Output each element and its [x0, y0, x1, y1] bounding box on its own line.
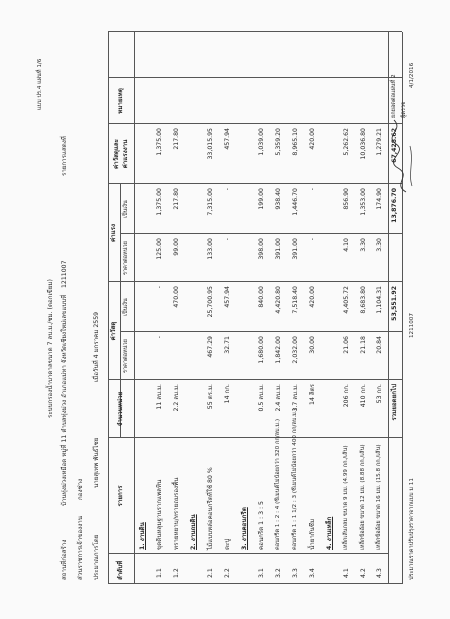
row-labor-unit: 133.00: [207, 238, 214, 260]
row-total: 217.80: [173, 128, 180, 150]
row-qty: 14 กก.: [224, 384, 231, 404]
place-label: สถานที่ก่อสร้าง: [61, 539, 68, 580]
row-item: 1. งานดิน: [139, 522, 146, 550]
row-no: 3.1: [258, 568, 265, 578]
row-labor-amount: 938.40: [275, 188, 282, 210]
row-no: 3.3: [292, 568, 299, 578]
date-value: เมื่อวันที่ 4 มกราคม 2559: [93, 311, 100, 382]
row-labor-unit: -: [224, 238, 231, 241]
col-material: ค่าวัสดุ: [110, 321, 117, 341]
row-labor-amount: 217.80: [173, 188, 180, 210]
col-item: รายการ: [117, 485, 124, 507]
estimate-label: รายการแสดงที่: [61, 136, 68, 176]
col-qty: จำนวนหน่วย: [117, 391, 124, 427]
row-no: 3.2: [275, 568, 282, 578]
row-material-amount: 840.00: [258, 286, 265, 308]
col-remark: หมายเหตุ: [117, 88, 124, 114]
col-no: ลำดับที่: [117, 560, 124, 580]
row-no: 1.1: [156, 568, 163, 578]
by-label: ประมาณการโดย: [93, 534, 100, 580]
row-qty: 2.2 ลบ.ม.: [173, 384, 180, 412]
row-item: 4. งานเหล็ก: [326, 516, 333, 550]
row-item: 2. งานถมดิน: [190, 514, 197, 550]
row-item: ตะปู: [224, 538, 231, 550]
row-total: 1,039.00: [258, 128, 265, 156]
summary-total: 67,428.62: [391, 128, 398, 163]
row-qty: 2.4 ลบ.ม.: [275, 384, 282, 412]
row-material-amount: 25,700.95: [207, 286, 214, 318]
row-material-unit: 20.84: [376, 336, 383, 354]
carried-forward-note: ยกยอดต่อแผ่นที่ 2: [391, 74, 397, 118]
col-material-unit: ราคาต่อหน่วย: [123, 339, 129, 373]
row-item: เหล็กเส้นกลม ขนาด 9 มม. (4.99 กก./เส้น): [343, 445, 349, 550]
col-labor-unit: ราคาต่อหน่วย: [123, 241, 129, 275]
row-no: 4.3: [376, 568, 383, 578]
row-total: 8,965.10: [292, 128, 299, 156]
col-labor: ค่าแรง: [110, 224, 117, 242]
row-labor-unit: 398.00: [258, 238, 265, 260]
row-labor-unit: 3.30: [360, 238, 367, 252]
unit-value: กองช่าง: [77, 478, 84, 500]
row-material-unit: 32.71: [224, 336, 231, 354]
row-qty: 410 กก.: [360, 384, 367, 408]
row-item: ทรายหยาบ/ทรายถมรองพื้น: [173, 477, 180, 550]
row-material-amount: 7,518.40: [292, 286, 299, 314]
row-material-unit: -: [156, 336, 163, 339]
col-total-line2: ค่าแรงงาน: [122, 139, 129, 169]
summary-labor: 13,876.70: [391, 188, 398, 223]
row-material-unit: 21.06: [343, 336, 350, 354]
row-item: คอนกรีต 1 : 1 1/2 : 3 (ซีเมนต์ไม่น้อยกว่า 400 กก/ลบ.ม.): [292, 408, 298, 550]
row-no: 3.4: [309, 568, 316, 578]
row-material-unit: 1,842.00: [275, 336, 282, 364]
row-labor-unit: 3.30: [376, 238, 383, 252]
row-material-unit: 21.18: [360, 336, 367, 354]
row-labor-unit: 391.00: [292, 238, 299, 260]
col-material-amount: เป็นเงิน: [123, 298, 129, 316]
row-labor-amount: 174.90: [376, 188, 383, 210]
row-material-unit: 30.00: [309, 336, 316, 354]
row-labor-amount: 7,315.00: [207, 188, 214, 216]
row-material-amount: 4,420.80: [275, 286, 282, 314]
row-labor-amount: -: [224, 188, 231, 191]
rotated-estimate-form: [30, 28, 420, 588]
row-qty: 55 ตร.ม.: [207, 384, 214, 410]
row-qty: 3.7 ลบ.ม.: [292, 384, 299, 412]
row-item: คอนกรีต 1 : 2 : 4 (ซีเมนต์ไม่น้อยกว่า 320 กก/ลบ.ม.): [275, 418, 281, 550]
unit-label: ส่วนราชการเจ้าของงาน: [77, 516, 84, 580]
row-labor-amount: 1,353.00: [360, 188, 367, 216]
signature-mark: [386, 116, 416, 196]
row-no: 2.1: [207, 568, 214, 578]
row-material-amount: -: [156, 286, 163, 289]
row-total: 10,036.80: [360, 128, 367, 160]
row-total: 420.00: [309, 128, 316, 150]
row-material-amount: 457.94: [224, 286, 231, 308]
row-labor-amount: -: [309, 188, 316, 191]
row-item: เหล็กข้ออ้อย ขนาด 12 มม. (8.88 กก./เส้น): [360, 444, 366, 550]
row-total: 33,015.95: [207, 128, 214, 160]
row-total: 5,262.62: [343, 128, 350, 156]
summary-label: รวมยอดยกไป: [391, 384, 398, 421]
row-total: 1,279.21: [376, 128, 383, 156]
row-item: ขุดดินหลุมฐานรากแพลทิน: [156, 479, 163, 550]
row-material-amount: 1,104.31: [376, 286, 383, 314]
footer-code: 1211007: [409, 313, 415, 338]
form-number: แบบ ปร.4 แผ่นที่ 1/6: [37, 58, 43, 110]
row-no: 1.2: [173, 568, 180, 578]
row-qty: 53 กก.: [376, 384, 383, 404]
row-total: 457.94: [224, 128, 231, 150]
row-labor-unit: 99.00: [173, 238, 180, 256]
row-total: 5,359.20: [275, 128, 282, 156]
row-material-amount: 420.00: [309, 286, 316, 308]
row-qty: 14 ลิตร: [309, 384, 316, 405]
form-code: 1211007: [61, 260, 68, 288]
footer-date: 4/1/2016: [409, 62, 415, 88]
row-item: เหล็กข้ออ้อย ขนาด 16 มม. (15.8 กก./เส้น): [376, 444, 382, 550]
row-total: 1,375.00: [156, 128, 163, 156]
place-value: บ้านทุ่งม่วงเหมือด หมู่ที่ 11 ตำบลทุ่งม่วง อำเภอแม่ทา จังหวัดเชียงใหม่เลขแบบที่: [61, 294, 68, 506]
footer-sign-line: ผู้ตรวจ: [401, 101, 407, 118]
row-labor-amount: 1,446.70: [292, 188, 299, 216]
row-material-unit: 2,032.00: [292, 336, 299, 364]
row-item: น้ำยากันซึม: [309, 518, 316, 550]
row-no: 4.2: [360, 568, 367, 578]
row-material-amount: 4,405.72: [343, 286, 350, 314]
row-material-unit: 467.29: [207, 336, 214, 358]
row-qty: 0.5 ลบ.ม.: [258, 384, 265, 412]
row-item: ไม้แบบหล่อคอนกรีตที่ใช้ 80 %: [207, 467, 214, 550]
row-material-amount: 8,683.80: [360, 286, 367, 314]
row-no: 4.1: [343, 568, 350, 578]
row-qty: 11 ลบ.ม.: [156, 384, 163, 410]
row-item: คอนกรีต 1 : 3 : 5: [258, 501, 265, 550]
footer-note: ประมาณราคาปรับปรุงราคาจากแบบ ม 11: [409, 478, 415, 580]
row-labor-unit: -: [309, 238, 316, 241]
row-labor-unit: 391.00: [275, 238, 282, 260]
row-material-unit: 1,680.00: [258, 336, 265, 364]
form-title: ระบบกรองน้ำบาดาลขนาด 7 ลบ.ม./ชม. (ดอกเขียม): [47, 279, 54, 418]
row-labor-amount: 1,375.00: [156, 188, 163, 216]
row-labor-unit: 125.00: [156, 238, 163, 260]
col-total-line1: ค่าวัสดุและ: [113, 139, 120, 169]
row-qty: 206 กก.: [343, 384, 350, 408]
summary-material: 53,551.92: [391, 286, 398, 321]
row-material-amount: 470.00: [173, 286, 180, 308]
col-labor-amount: เป็นเงิน: [123, 200, 129, 218]
row-labor-unit: 4.10: [343, 238, 350, 252]
row-no: 2.2: [224, 568, 231, 578]
row-item: 3. งานคอนกรีต: [241, 507, 248, 550]
row-labor-amount: 199.00: [258, 188, 265, 210]
row-labor-amount: 856.90: [343, 188, 350, 210]
by-value: นายสุเทพ พันธ์ไชย: [93, 437, 100, 488]
